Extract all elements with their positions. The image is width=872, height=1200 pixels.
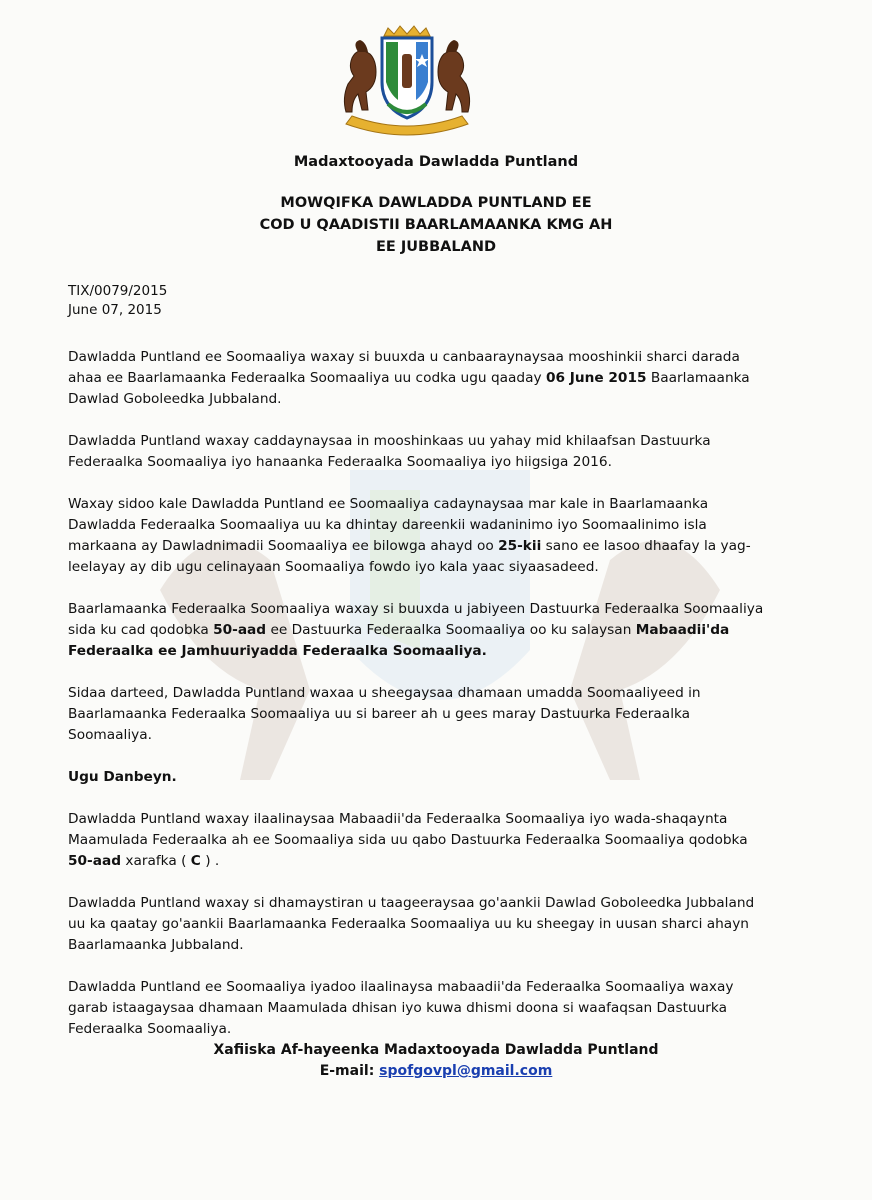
paragraph-8: Dawladda Puntland ee Soomaaliya iyadoo ilaalinaysa mabaadii'da Federaalka Soomaaliya waxay garab istaagaysaa dhamaan Maamulada dhisan iyo kuwa dhismi doona si waafaqsan Dastuurka Federaalka Soomaaliya. [68,979,734,1037]
paragraph-7: Dawladda Puntland waxay si dhamaystiran u taageeraysaa go'aankii Dawlad Goboleedka Jubbaland uu ka qaatay go'aankii Baarlamaanka Federaalka Soomaaliya uu ku sheegay in uusan sharci ahayn Baarlamaanka Jubbaland. [68,895,755,953]
footer [0,1040,872,1082]
issuing-office: Madaxtooyada Dawladda Puntland [293,154,579,170]
paragraph-4-text-mid: ee Dastuurka Federaalka Soomaaliya oo ku salaysan [266,622,636,638]
paragraph-3-bold: 25-kii [498,538,542,554]
paragraph-6 [68,809,768,872]
email-label: E-mail: [319,1063,375,1079]
paragraph-6-text: Dawladda Puntland waxay ilaalinaysaa Mabaadii'da Federaalka Soomaaliya iyo wada-shaqaynta Maamulada Federaalka ah ee Soomaaliya sida uu qabo Dastuurka Federaalka Soomaaliya qodobka [68,811,748,848]
paragraph-4-text: Baarlamaanka Federaalka Soomaaliya waxay si buuxda u jabiyeen Dastuurka Federaalka Soomaaliya sida ku cad qodobka [68,601,764,638]
paragraph-4 [68,599,768,662]
footer-email-line [0,1061,872,1082]
paragraph-2: Dawladda Puntland waxay caddaynaysaa in mooshinkaas uu yahay mid khilaafsan Dastuurka Federaalka Soomaaliya iyo hanaanka Federaalka Soomaaliya iyo hiigsiga 2016. [68,433,711,470]
paragraph-1-date: 06 June 2015 [545,370,647,386]
title-line-1: MOWQIFKA DAWLADDA PUNTLAND EE [280,195,592,211]
footer-office: Xafiiska Af-hayeenka Madaxtooyada Dawladda Puntland [213,1042,659,1058]
paragraph-6-text-end: ) . [200,853,220,869]
paragraph-6-text-mid: xarafka ( [121,853,191,869]
email-link[interactable]: spofgovpl@gmail.com [379,1063,553,1079]
reference-date: June 07, 2015 [68,302,162,318]
paragraph-3-text: Waxay sidoo kale Dawladda Puntland ee Soomaaliya cadaynaysaa mar kale in Baarlamaanka Dawladda Federaalka Soomaaliya uu ka dhintay dareenkii wadaninimo iyo Soomaalinimo isla markaana ay Dawladnimadii Soomaaliya ee bilowga ahayd oo [68,496,709,554]
title-line-3: EE JUBBALAND [376,239,496,255]
paragraph-1 [68,347,768,410]
paragraph-4-article: 50-aad [213,622,267,638]
title-line-2: COD U QAADISTII BAARLAMAANKA KMG AH [259,217,613,233]
paragraph-6-article: 50-aad [68,853,121,869]
document-title [0,192,872,258]
puntland-coat-of-arms [322,24,492,136]
letter-body [68,347,768,1061]
paragraph-1-text: Dawladda Puntland ee Soomaaliya waxay si buuxda u canbaaraynaysaa mooshinkii sharci darada ahaa ee Baarlamaanka Federaalka Soomaaliya uu codka ugu qaaday [68,349,740,386]
reference-block [68,282,167,320]
paragraph-6-letter: C [190,853,201,869]
paragraph-3 [68,494,768,578]
conclusion-heading: Ugu Danbeyn. [68,769,177,785]
paragraph-5: Sidaa darteed, Dawladda Puntland waxaa u sheegaysaa dhamaan umadda Soomaaliyeed in Baarlamaanka Federaalka Soomaaliya uu si bareer ah u gees maray Dastuurka Federaalka Soomaaliya. [68,685,701,743]
paragraph-1-text-end: Baarlamaanka Dawlad Goboleedka Jubbaland. [68,370,750,407]
reference-number: TIX/0079/2015 [68,283,168,299]
paragraph-3-text-end: sano ee lasoo dhaafay la yag-leelayay ay dib ugu celinayaan Soomaaliya fowdo iyo kala yaac siyaasadeed. [68,538,751,575]
paragraph-4-principles: Mabaadii'da Federaalka ee Jamhuuriyadda Federaalka Soomaaliya. [68,622,730,659]
